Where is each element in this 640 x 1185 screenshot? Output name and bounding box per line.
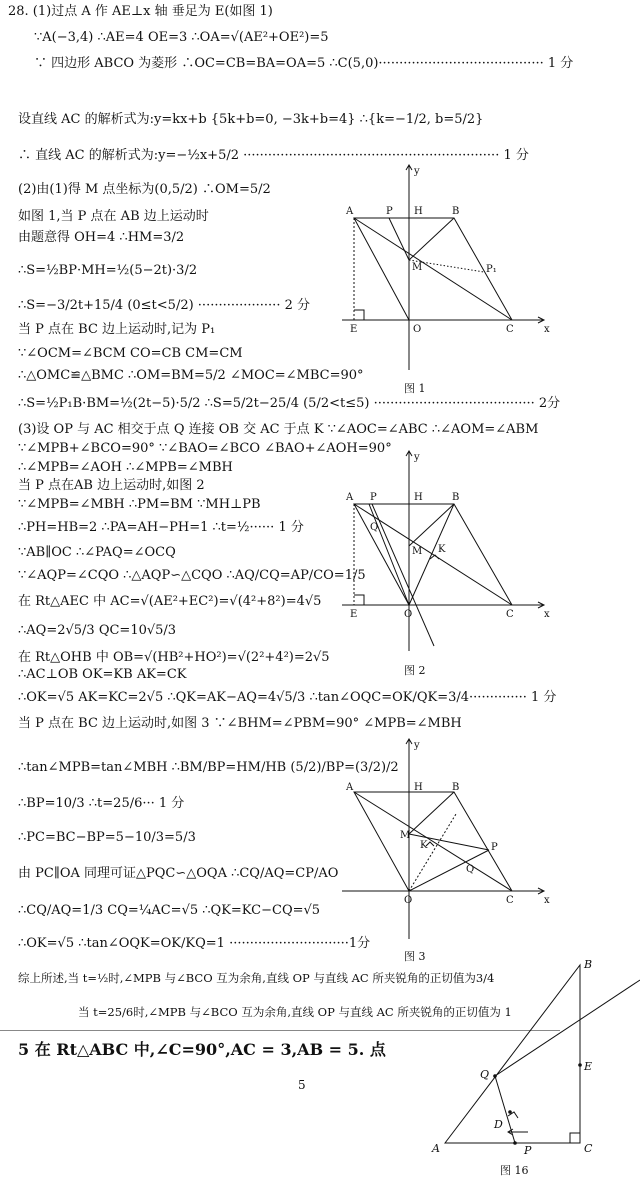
figure-16-caption: 图 16 — [500, 1164, 529, 1177]
fig1-label-c: C — [506, 324, 514, 335]
text-line-8: 由题意得 OH=4 ∴HM=3/2 — [18, 230, 185, 245]
fig1-label-b: B — [452, 206, 460, 217]
text-line-24: ∴AQ=2√5/3 QC=10√5/3 — [18, 623, 177, 638]
text-line-2: ∵A(−3,4) ∴AE=4 OE=3 ∴OA=√(AE²+OE²)=5 — [34, 30, 329, 45]
figure-2-caption: 图 2 — [404, 664, 426, 677]
text-line-23: 在 Rt△AEC 中 AC=√(AE²+EC²)=√(4²+8²)=4√5 — [18, 594, 322, 609]
fig2-label-h: H — [414, 492, 423, 503]
text-line-21: ∵AB∥OC ∴∠PAQ=∠OCQ — [18, 545, 176, 560]
fig3-label-o: O — [404, 895, 413, 906]
fig3-label-p: P — [491, 842, 498, 853]
fig1-label-e: E — [350, 324, 358, 335]
fig1-label-a: A — [346, 206, 354, 217]
fig2-label-p: P — [370, 492, 377, 503]
text-line-12: ∵∠OCM=∠BCM CO=CB CM=CM — [18, 346, 243, 361]
figure-16 — [420, 950, 640, 1155]
text-line-22: ∵∠AQP=∠CQO ∴△AQP∽△CQO ∴AQ/CQ=AP/CO=1/5 — [18, 568, 366, 583]
fig2-label-k: K — [438, 544, 446, 555]
fig1-label-y: y — [414, 166, 420, 177]
text-line-13: ∴△OMC≌△BMC ∴OM=BM=5/2 ∠MOC=∠MBC=90° — [18, 368, 364, 383]
figure-2 — [334, 446, 564, 656]
text-line-18: 当 P 点在AB 边上运动时,如图 2 — [18, 478, 205, 493]
fig3-label-k: K — [420, 840, 428, 851]
text-line-34: ∴OK=√5 ∴tan∠OQK=OK/KQ=1 ·····························1分 — [18, 936, 371, 951]
text-line-33: ∴CQ/AQ=1/3 CQ=¼AC=√5 ∴QK=KC−CQ=√5 — [18, 903, 321, 918]
fig16-label-d: D — [494, 1118, 503, 1131]
text-line-9: ∴S=½BP·MH=½(5−2t)·3/2 — [18, 263, 198, 278]
text-line-3: ∵ 四边形 ABCO 为菱形 ∴OC=CB=BA=OA=5 ∴C(5,0)········································ 1 分 — [34, 56, 574, 71]
text-line-6: (2)由(1)得 M 点坐标为(0,5/2) ∴OM=5/2 — [18, 182, 271, 197]
fig1-label-p: P — [386, 206, 393, 217]
fig1-label-h: H — [414, 206, 423, 217]
fig2-label-c: C — [506, 609, 514, 620]
text-line-4: 设直线 AC 的解析式为:y=kx+b {5k+b=0, −3k+b=4} ∴{k=−1/2, b=5/2} — [18, 112, 484, 127]
text-line-1: 28. (1)过点 A 作 AE⊥x 轴 垂足为 E(如图 1) — [8, 4, 273, 19]
text-line-26: ∴AC⊥OB OK=KB AK=CK — [18, 667, 187, 682]
problem-5-heading: 5 在 Rt△ABC 中,∠C=90°,AC = 3,AB = 5. 点 — [18, 1040, 386, 1059]
fig3-label-y: y — [414, 740, 420, 751]
text-line-25: 在 Rt△OHB 中 OB=√(HB²+HO²)=√(2²+4²)=2√5 — [18, 650, 330, 665]
fig2-label-q: Q — [370, 522, 379, 533]
text-line-31: ∴PC=BC−BP=5−10/3=5/3 — [18, 830, 196, 845]
figure-3 — [334, 734, 564, 944]
fig2-label-e: E — [350, 609, 358, 620]
fig1-label-p1: P₁ — [486, 264, 497, 275]
fig1-label-o: O — [413, 324, 422, 335]
fig3-label-h: H — [414, 782, 423, 793]
fig1-label-m: M — [412, 262, 423, 273]
text-line-11: 当 P 点在 BC 边上运动时,记为 P₁ — [18, 322, 216, 337]
text-line-30: ∴BP=10/3 ∴t=25/6··· 1 分 — [18, 796, 185, 811]
text-line-32: 由 PC∥OA 同理可证△PQC∽△OQA ∴CQ/AQ=CP/AO — [18, 866, 339, 881]
figure-1-caption: 图 1 — [404, 382, 426, 395]
fig16-label-e: E — [584, 1060, 593, 1073]
fig16-label-p: P — [524, 1144, 532, 1155]
text-line-16: ∵∠MPB+∠BCO=90° ∵∠BAO=∠BCO ∠BAO+∠AOH=90° — [18, 441, 392, 456]
fig3-label-b: B — [452, 782, 460, 793]
fig3-label-c: C — [506, 895, 514, 906]
text-line-15: (3)设 OP 与 AC 相交于点 Q 连接 OB 交 AC 于点 K ∵∠AOC=∠ABC ∴∠AOM=∠ABM — [18, 422, 539, 437]
text-line-17: ∴∠MPB=∠AOH ∴∠MPB=∠MBH — [18, 460, 233, 475]
fig3-label-a: A — [346, 782, 354, 793]
figure-1 — [334, 160, 564, 375]
fig2-label-b: B — [452, 492, 460, 503]
fig1-label-x: x — [544, 324, 550, 335]
fig3-label-q: Q — [466, 864, 475, 875]
fig2-label-x: x — [544, 609, 550, 620]
text-line-20: ∴PH=HB=2 ∴PA=AH−PH=1 ∴t=½······ 1 分 — [18, 520, 304, 535]
text-line-14: ∴S=½P₁B·BM=½(2t−5)·5/2 ∴S=5/2t−25/4 (5/2<t≤5) ······································· 2分 — [18, 396, 561, 411]
fig2-label-y: y — [414, 452, 420, 463]
text-line-28: 当 P 点在 BC 边上运动时,如图 3 ∵∠BHM=∠PBM=90° ∠MPB=∠MBH — [18, 716, 462, 731]
text-line-29: ∴tan∠MPB=tan∠MBH ∴BM/BP=HM/HB (5/2)/BP=(3/2)/2 — [18, 760, 399, 775]
fig16-label-b: B — [584, 958, 593, 971]
text-line-27: ∴OK=√5 AK=KC=2√5 ∴QK=AK−AQ=4√5/3 ∴tan∠OQC=OK/QK=3/4·············· 1 分 — [18, 690, 557, 705]
page-number: 5 — [298, 1078, 306, 1092]
fig2-label-o: O — [404, 609, 413, 620]
text-line-5: ∴ 直线 AC 的解析式为:y=−½x+5/2 ······························································ 1 分 — [18, 148, 529, 163]
fig3-label-x: x — [544, 895, 550, 906]
fig3-label-m: M — [400, 830, 411, 841]
fig16-label-q: Q — [480, 1068, 490, 1081]
text-line-10: ∴S=−3/2t+15/4 (0≤t<5/2) ···················· 2 分 — [18, 298, 310, 313]
fig2-label-a: A — [346, 492, 354, 503]
text-line-7: 如图 1,当 P 点在 AB 边上运动时 — [18, 209, 209, 224]
fig16-label-c: C — [584, 1142, 593, 1155]
fig16-label-a: A — [432, 1142, 440, 1155]
text-line-35: 综上所述,当 t=½时,∠MPB 与∠BCO 互为余角,直线 OP 与直线 AC 所夹锐角的正切值为3/4 — [18, 971, 495, 985]
text-line-36: 当 t=25/6时,∠MPB 与∠BCO 互为余角,直线 OP 与直线 AC 所夹锐角的正切值为 1 — [78, 1005, 512, 1019]
fig2-label-m: M — [412, 546, 423, 557]
text-line-19: ∵∠MPB=∠MBH ∴PM=BM ∵MH⊥PB — [18, 497, 261, 512]
figure-3-caption: 图 3 — [404, 950, 426, 963]
